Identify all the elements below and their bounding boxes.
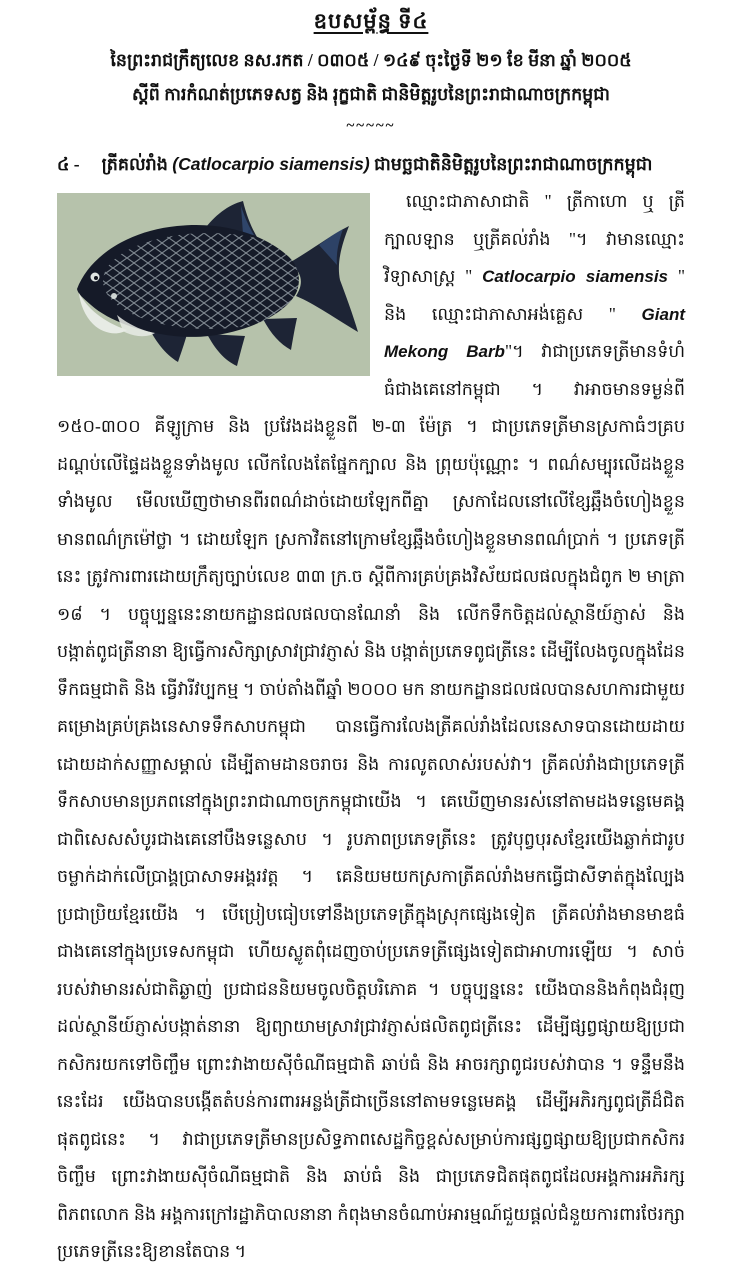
paragraph-khmer-segment-3: "។ វាជាប្រភេទត្រីមានទំហំធំជាងគេនៅកម្ពុជា ។ វាអាចមានទម្ងន់ពី ១៥០-៣០០ គីឡូក្រាម និង ប្រវែងដងខ្លួនពី ២-៣ ម៉ែត្រ ។ ជាប្រភេទត្រីមានស្រកាធំៗគ្របដណ្ដប់លើផ្ទៃដងខ្លួនទាំងមូល លើកលែងតែផ្នែកក្បាល និង ព្រុយប៉ុណ្ណោះ ។ ពណ៌សម្បុរលើដងខ្លួនទាំងមូល មើលឃើញថាមានពីរពណ៌ដាច់ដោយឡែកពីគ្នា ស្រកាដែលនៅលើខ្សែឆ្អឹងចំហៀងខ្លួនមានពណ៌ក្រម៉ៅថ្លា ។ ដោយឡែក ស្រកាវិតនៅក្រោមខ្សែឆ្អឹងចំហៀងខ្លួនមានពណ៌ប្រាក់ ។ ប្រភេទត្រីនេះ ត្រូវការពារដោយក្រឹត្យច្បាប់លេខ ៣៣ ក្រ.ច ស្ដីពីការគ្រប់គ្រងវិស័យជលផលក្នុងជំពូក ២ មាត្រា ១៨ ។ បច្ចុប្បន្ននេះនាយកដ្ឋានជលផលបានណែនាំ និង លើកទឹកចិត្តដល់ស្ថានីយ៍ភ្ញាស់ និង បង្កាត់ពូជត្រីនានា ឱ្យធ្វើការសិក្សាស្រាវជ្រាវភ្ញាស់ និង បង្កាត់ប្រភេទពូជត្រីនេះ ដើម្បីលែងចូលក្នុងដែនទឹកធម្មជាតិ និង ធ្វើវារីវប្បកម្ម ។ ចាប់តាំងពីឆ្នាំ ២០០០ មក នាយកដ្ឋានជលផលបានសហការជាមួយគម្រោងគ្រប់គ្រងនេសាទទឹកសាបកម្ពុជា បានធ្វើការលែងត្រីគល់រាំងដែលនេសាទបានដោយដាយ ដោយដាក់សញ្ញាសម្គាល់ ដើម្បីតាមដានចរាចរ និង ការលូតលាស់របស់វា។ ត្រីគល់រាំងជាប្រភេទត្រីទឹកសាបមានប្រភពនៅក្នុងព្រះរាជាណាចក្រកម្ពុជាយើង ។ គេឃើញមានរស់នៅតាមដងទន្លេមេគង្គ ជាពិសេសសំបូរជាងគេនៅបឹងទន្លេសាប ។ រូបភាពប្រភេទត្រីនេះ ត្រូវបុព្វបុរសខ្មែរយើងឆ្លាក់ជារូបចម្លាក់ដាក់លើប្រាង្គប្រាសាទអង្គរវត្ត ។ គេនិយមយកស្រកាត្រីគល់រាំងមកធ្វើជាសីទាត់ក្នុងល្បែងប្រជាប្រិយខ្មែរយើង ។ បើប្រៀបធៀបទៅនឹងប្រភេទត្រីក្នុងស្រុកផ្សេងទៀត ត្រីគល់រាំងមានមាឌធំជាងគេនៅក្នុងប្រទេសកម្ពុជា ហើយស្លូតពុំដេញចាប់ប្រភេទត្រីផ្សេងទៀតជាអាហារឡើយ ។ សាច់របស់វាមានរស់ជាតិឆ្ងាញ់ ប្រជាជននិយមចូលចិត្តបរិភោគ ។ បច្ចុប្បន្ននេះ យើងបាននិងកំពុងជំរុញដល់ស្ថានីយ៍ភ្ញាស់បង្កាត់នានា ឱ្យព្យាយាមស្រាវជ្រាវភ្ញាស់ផលិតពូជត្រីនេះ ដើម្បីផ្សព្វផ្សាយឱ្យប្រជាកសិករយកទៅចិញ្ចឹម ព្រោះវាងាយស៊ីចំណីធម្មជាតិ ឆាប់ធំ និង អាចរក្សាពូជរបស់វាបាន ។ ទន្ទឹមនឹងនេះដែរ យើងបានបង្កើតតំបន់ការពារអន្លង់ត្រីជាច្រើននៅតាមទន្លេមេគង្គ ដើម្បីអភិរក្សពូជត្រីដ៏ជិតផុតពូជនេះ ។ វាជាប្រភេទត្រីមានប្រសិទ្ធភាពសេដ្ឋកិច្ចខ្ពស់សម្រាប់ការផ្សព្វផ្សាយឱ្យប្រជាកសិករចិញ្ចឹម ព្រោះវាងាយស៊ីចំណីធម្មជាតិ និង ឆាប់ធំ និង ជាប្រភេទជិតផុតពូជដែលអង្គការអភិរក្សពិភពលោក និង អង្គការក្រៅរដ្ឋាភិបាលនានា កំពុងមានចំណាប់អារម្មណ៍ជួយផ្តល់ជំនួយការពារថែរក្សាប្រភេទត្រីនេះឱ្យខានតែបាន ។ (57, 341, 685, 1261)
english-name-inline: Giant Mekong Barb (384, 304, 685, 361)
annex-title: ឧបសម្ព័ន្ធ ទី៤ (313, 9, 429, 33)
section-heading-khmer-2: ជាមច្ឆជាតិនិមិត្តរូបនៃព្រះរាជាណាចក្រកម្ពុជា (369, 154, 653, 174)
scientific-name-heading: (Catlocarpio siamensis) (172, 154, 370, 174)
section-number: ៤ - (57, 154, 80, 174)
paragraph-khmer-segment-2: " និង ឈ្មោះជាភាសាអង់គ្លេស " (384, 266, 685, 324)
fish-pupil (94, 276, 98, 280)
fish-illustration (57, 193, 370, 376)
fish-photo (57, 193, 370, 376)
section-heading (57, 153, 685, 179)
snout-spot (111, 293, 117, 299)
body-text-block (57, 183, 685, 1271)
section-heading-khmer-1: ត្រីគល់រាំង (101, 154, 173, 174)
royal-decree-reference-line: នៃព្រះរាជក្រឹត្យលេខ នស.រកត / ០៣០៥ / ១៤៩ ចុះថ្ងៃទី ២១ ខែ មីនា ឆ្នាំ ២០០៥ (110, 50, 632, 70)
decree-subject-line: ស្ដីពី ការកំណត់ប្រភេទសត្វ និង រុក្ខជាតិ ជានិមិត្តរូបនៃព្រះរាជាណាចក្រកម្ពុជា (132, 84, 610, 104)
tilde-divider: ~~~~~ (346, 118, 396, 134)
paragraph-khmer-segment-1: ឈ្មោះជាភាសាជាតិ " ត្រីកាហោ ឬ ត្រីក្បាលឡាន ឬត្រីគល់រាំង "។ វាមានឈ្មោះវិទ្យាសាស្ត្រ " (384, 191, 685, 286)
document-header (57, 8, 685, 133)
scientific-name-inline: Catlocarpio siamensis (482, 267, 668, 286)
